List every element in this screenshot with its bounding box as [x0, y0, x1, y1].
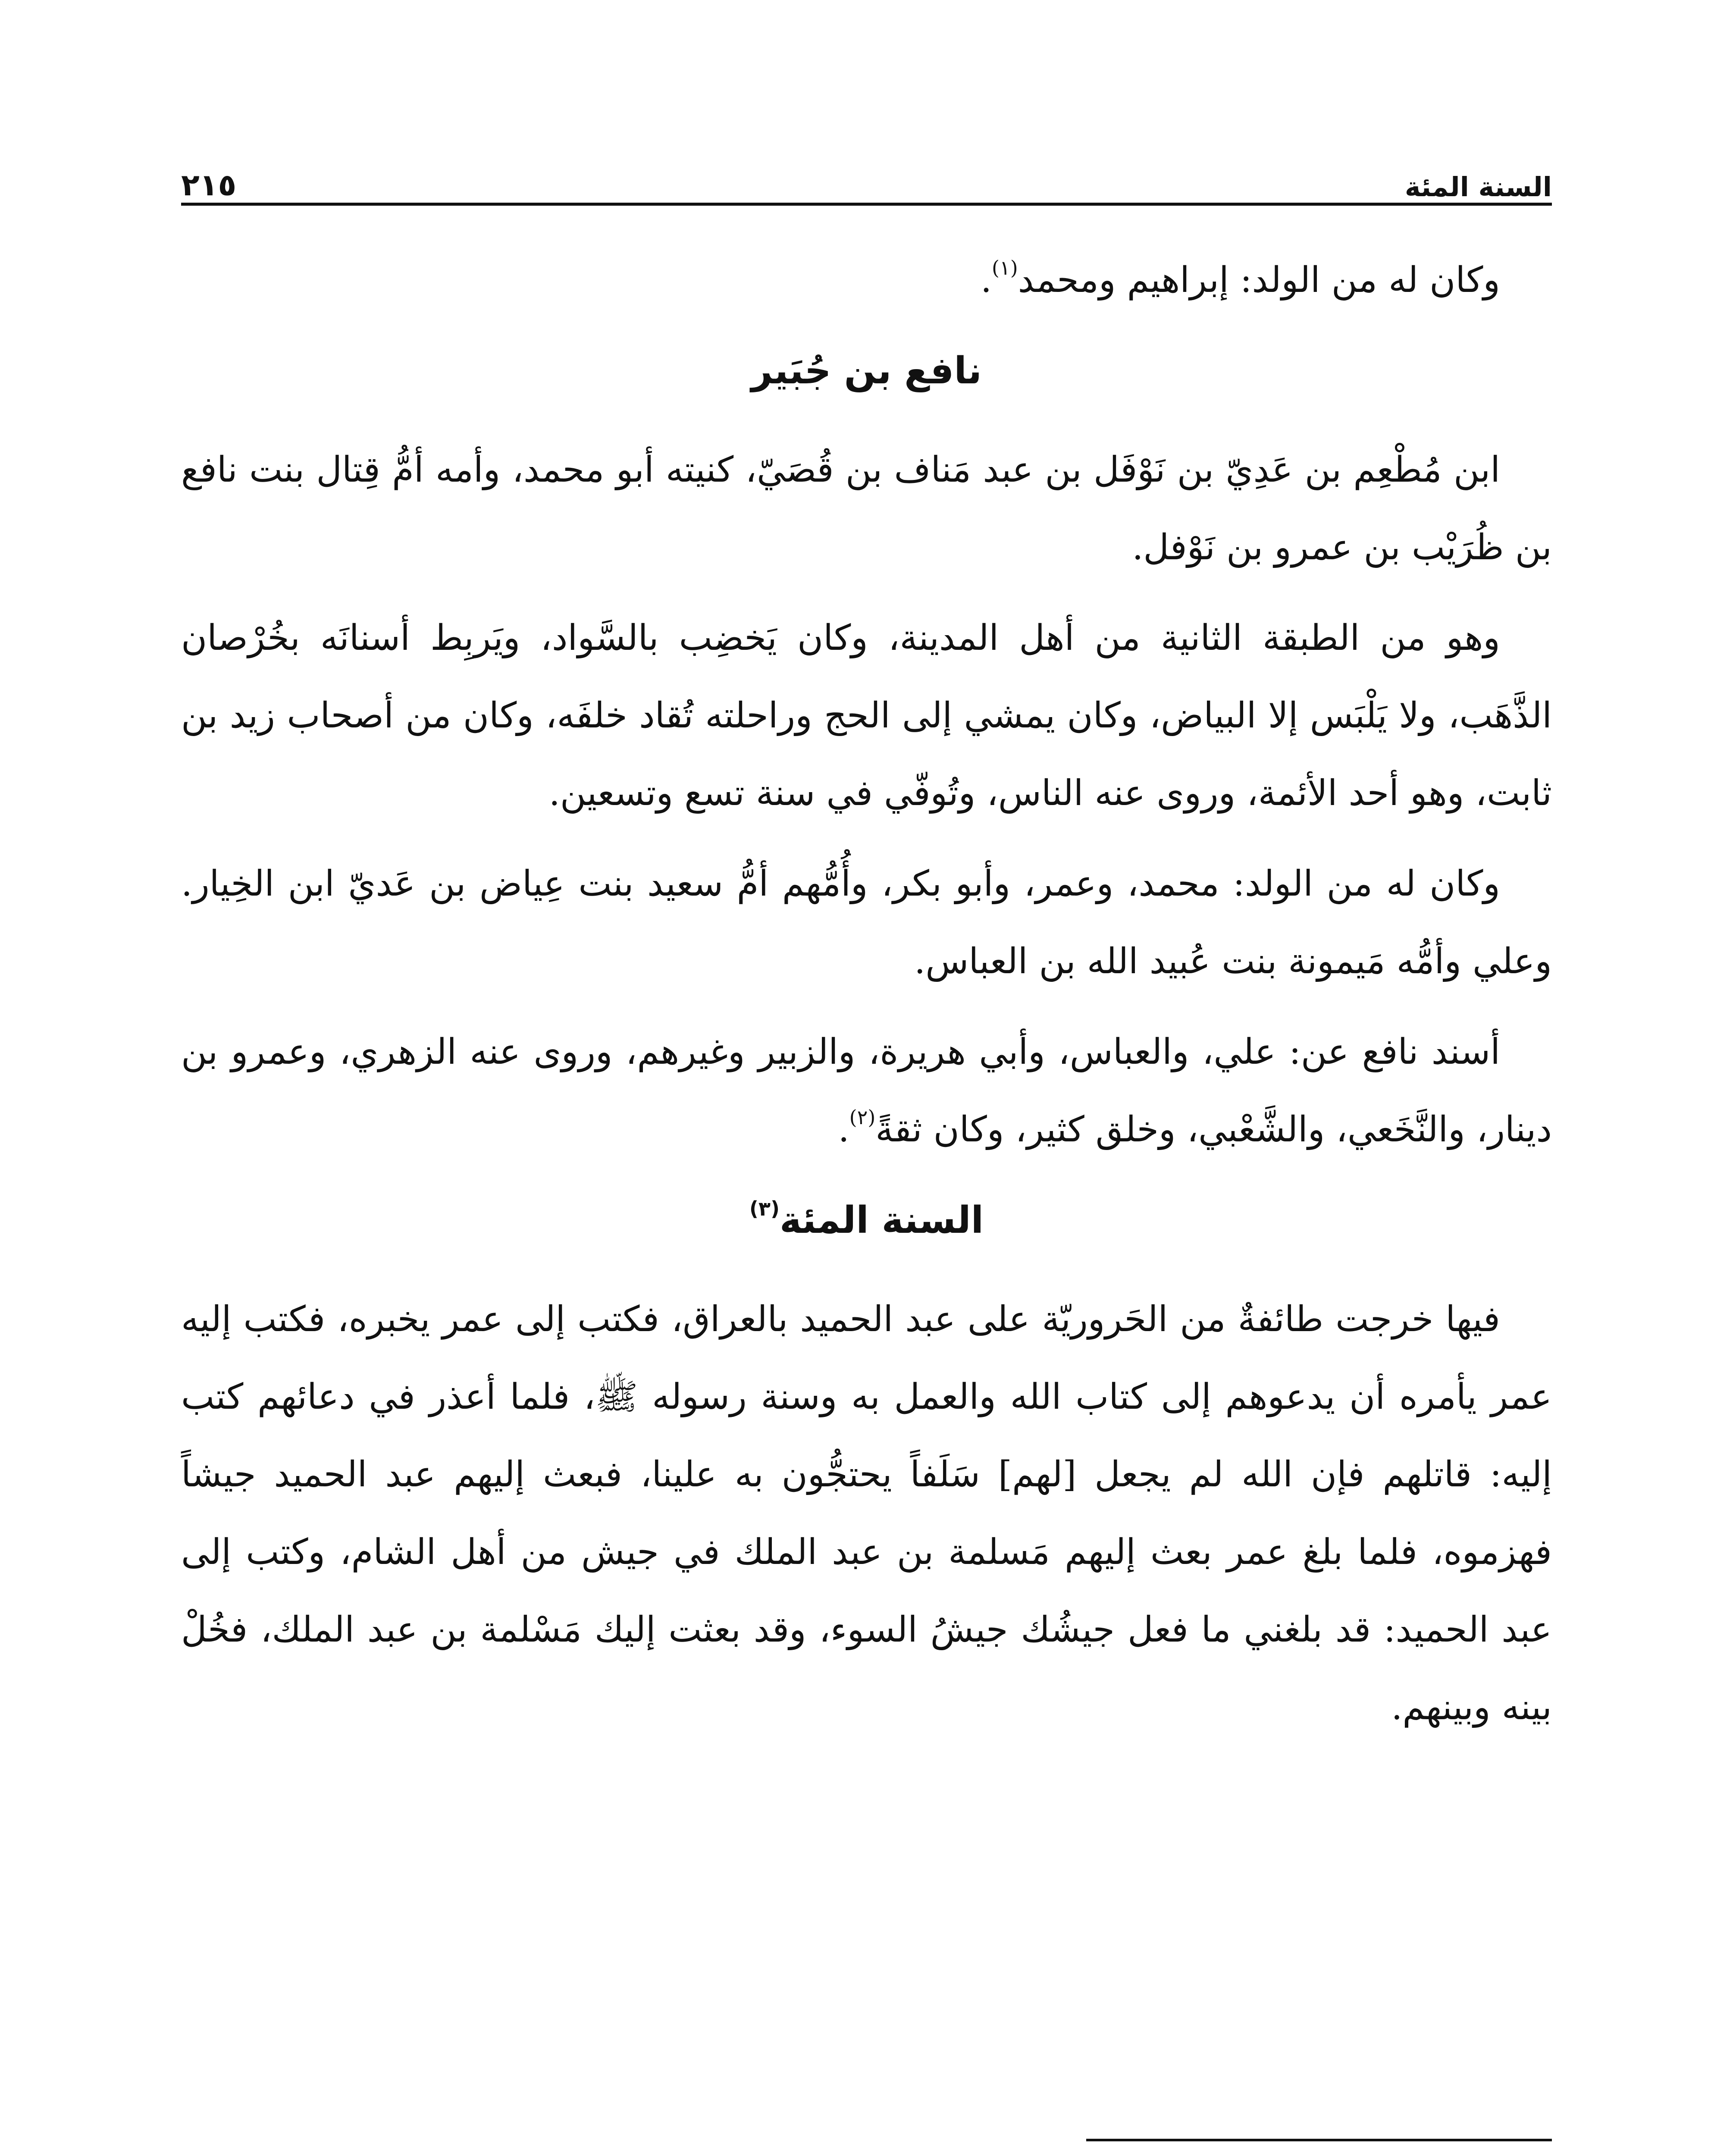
- section-heading-nafi: نافع بن جُبَير: [751, 349, 982, 392]
- heading-text: السنة المئة: [779, 1199, 984, 1242]
- section-heading-year-100: [181, 1199, 1552, 1242]
- paragraph-text: وكان له من الولد: إبراهيم ومحمد: [1018, 260, 1500, 301]
- paragraph-end: .: [980, 260, 992, 301]
- footnote-rule: [1086, 2139, 1552, 2141]
- paragraph-end: .: [838, 1109, 849, 1150]
- paragraph-narrations: [181, 1013, 1552, 1169]
- paragraph-children: [181, 241, 1552, 319]
- footnote-marker: (١): [992, 256, 1018, 279]
- paragraph-lineage: ابن مُطْعِم بن عَدِيّ بن نَوْفَل بن عبد مَناف بن قُصَيّ، كنيته أبو محمد، وأمه أمُّ قِتال بنت نافع بن ظُرَيْب بن عمرو بن نَوْفل.: [181, 449, 1552, 568]
- running-header: [181, 142, 1552, 203]
- paragraph-offspring: وكان له من الولد: محمد، وعمر، وأبو بكر، وأُمُّهم أمُّ سعيد بنت عِياض بن عَديّ ابن الخِيار. وعلي وأمُّه مَيمونة بنت عُبيد الله بن العباس.: [181, 863, 1552, 982]
- header-rule: [181, 203, 1552, 206]
- running-title: السنة المئة: [1404, 171, 1552, 203]
- footnote-marker: (٣): [749, 1197, 780, 1220]
- paragraph-biography: وهو من الطبقة الثانية من أهل المدينة، وكان يَخضِب بالسَّواد، ويَربِط أسنانَه بخُرْصان الذَّهَب، ولا يَلْبَس إلا البياض، وكان يمشي إلى الحج وراحلته تُقاد خلفَه، وكان من أصحاب زيد بن ثابت، وهو أحد الأئمة، وروى عنه الناس، وتُوفّي في سنة تسع وتسعين.: [181, 617, 1552, 814]
- main-text: [181, 241, 1552, 1759]
- page-number: ٢١٥: [181, 167, 237, 203]
- footnote-marker: (٢): [849, 1106, 876, 1129]
- paragraph-text: أسند نافع عن: علي، والعباس، وأبي هريرة، والزبير وغيرهم، وروى عنه الزهري، وعمرو بن دينار، والنَّخَعي، والشَّعْبي، وخلق كثير، وكان ثقةً: [181, 1031, 1552, 1150]
- paragraph-events: فيها خرجت طائفةٌ من الحَروريّة على عبد الحميد بالعراق، فكتب إلى عمر يخبره، فكتب إليه عمر يأمره أن يدعوهم إلى كتاب الله والعمل به وسنة رسوله ﷺ، فلما أعذر في دعائهم كتب إليه: قاتلهم فإن الله لم يجعل [لهم] سَلَفاً يحتجُّون به علينا، فبعث إليهم عبد الحميد جيشاً فهزموه، فلما بلغ عمر بعث إليهم مَسلمة بن عبد الملك في جيش من أهل الشام، وكتب إلى عبد الحميد: قد بلغني ما فعل جيشُك جيشُ السوء، وقد بعثت إليك مَسْلمة بن عبد الملك، فخُلْ بينه وبينهم.: [181, 1299, 1552, 1728]
